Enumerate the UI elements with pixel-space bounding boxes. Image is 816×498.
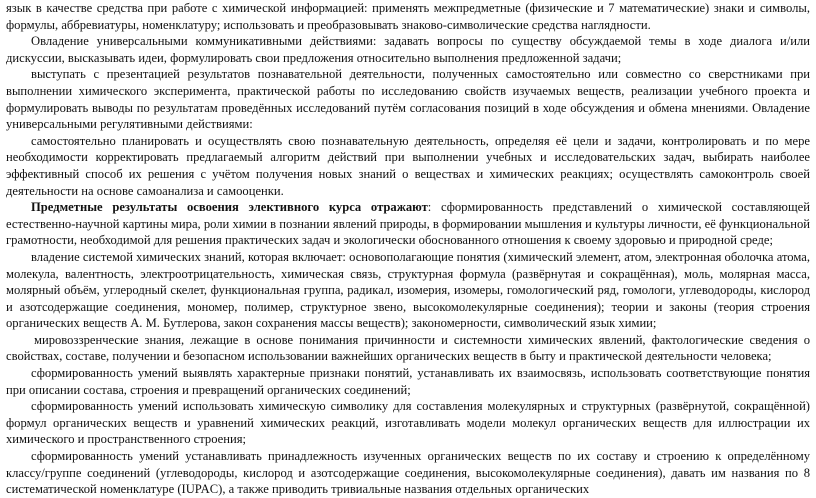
paragraph-3: выступать с презентацией результатов познавательной деятельности, полученных самостоятельно или совместно со сверстниками при выполнении химического эксперимента, практической работы по исследованию свойств изучаемых веществ, реализации учебного проекта и формулировать выводы по результатам проведённых исследований путём согласования позиций в ходе обсуждения и обмена мнениями. Овладение универсальными регулятивными действиями:: [6, 67, 810, 132]
paragraph-6: владение системой химических знаний, которая включает: основополагающие понятия (химический элемент, атом, электронная оболочка атома, молекула, валентность, электроотрицательность, химическая связь, структурная формула (развёрнутая и сокращённая), моль, молярная масса, молярный объём, углеродный скелет, функциональная группа, радикал, изомерия, изомеры, гомологический ряд, гомологи, углеводороды, кислород и азотсодержащие соединения, мономер, полимер, структурное звено, высокомолекулярные соединения); теории и законы (теория строения органических веществ А. М. Бутлерова, закон сохранения массы веществ); закономерности, символический язык химии;: [6, 249, 810, 331]
paragraph-4: самостоятельно планировать и осуществлять свою познавательную деятельность, определяя её цели и задачи, контролировать и по мере необходимости корректировать предлагаемый алгоритм действий при выполнении учебных и исследовательских задач, выбирать наиболее эффективный способ их решения с учётом получения новых знаний о веществах и химических реакциях; осуществлять самоконтроль своей деятельности на основе самоанализа и самооценки.: [6, 133, 810, 198]
paragraph-9: сформированность умений использовать химическую символику для составления молекулярных и структурных (развёрнутой, сокращённой) формул органических веществ и уравнений химических реакций, изготавливать модели молекул органических веществ для иллюстрации их химического и пространственного строения;: [6, 399, 810, 447]
document-page: [6, 0, 810, 498]
paragraph-1: язык в качестве средства при работе с химической информацией: применять межпредметные (физические и 7 математические) знаки и символы, формулы, аббревиатуры, номенклатуру; использовать и преобразовывать знаково-символические средства наглядности.: [6, 1, 810, 32]
paragraph-5: [6, 199, 810, 249]
paragraph-10: сформированность умений устанавливать принадлежность изученных органических веществ по их составу и строению к определённому классу/группе соединений (углеводороды, кислород и азотсодержащие соединения, высокомолекулярные соединения), давать им названия по 8 систематической номенклатуре (IUPAC), а также приводить тривиальные названия отдельных органических: [6, 449, 810, 497]
subject-results-heading: Предметные результаты освоения элективного курса отражают: [31, 200, 428, 215]
paragraph-7: мировоззренческие знания, лежащие в основе понимания причинности и системности химических явлений, фактологические сведения о свойствах, составе, получении и безопасном использовании важнейших органических веществ в быту и практической деятельности человека;: [6, 332, 810, 364]
paragraph-8: сформированность умений выявлять характерные признаки понятий, устанавливать их взаимосвязь, использовать соответствующие понятия при описании состава, строения и превращений органических соединений;: [6, 366, 810, 397]
paragraph-2: Овладение универсальными коммуникативными действиями: задавать вопросы по существу обсуждаемой темы в ходе диалога и/или дискуссии, высказывать идеи, формулировать свои предложения относительно выполнения предложенной задачи;: [6, 34, 810, 65]
paragraph-5-text: : сформированность представлений о химической составляющей естественно-научной картины мира, роли химии в познании явлений природы, в формировании мышления и культуры личности, её функциональной грамотности, необходимой для решения практических задач и экологически обоснованного отношения к своему здоровью и природной среде;: [6, 200, 810, 248]
